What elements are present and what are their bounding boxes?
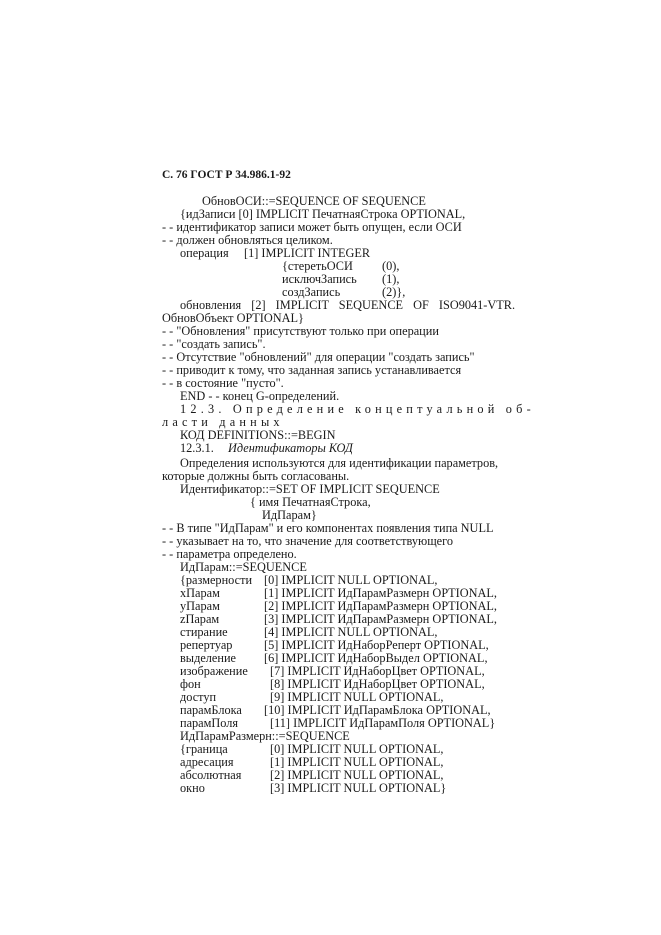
field-name: абсолютная: [180, 768, 242, 782]
comment-line: - - указывает на то, что значение для соответствующего: [162, 534, 454, 548]
field-name: выделение: [180, 651, 236, 665]
field-spec: [11] IMPLICIT ИдПарамПоля OPTIONAL}: [270, 716, 496, 730]
enum-item: {стеретьОСИ: [282, 259, 353, 273]
field-name: {граница: [180, 742, 228, 756]
field-spec: [8] IMPLICIT ИдНаборЦвет OPTIONAL,: [270, 677, 485, 691]
field-spec: [0] IMPLICIT NULL OPTIONAL,: [270, 742, 444, 756]
field-spec: [1] IMPLICIT NULL OPTIONAL,: [270, 755, 444, 769]
field-name: {размерности: [180, 573, 253, 587]
text-line: Идентификатор::=SET OF IMPLICIT SEQUENCE: [180, 482, 440, 496]
field-spec: [6] IMPLICIT ИдНаборВыдел OPTIONAL,: [264, 651, 488, 665]
field-spec: [1] IMPLICIT ИдПарамРазмерн OPTIONAL,: [264, 586, 497, 600]
enum-item: исключЗапись: [282, 272, 357, 286]
text-line: операция: [180, 246, 229, 260]
field-spec: [3] IMPLICIT NULL OPTIONAL}: [270, 781, 447, 795]
comment-line: - - приводит к тому, что заданная запись устанавливается: [162, 363, 462, 377]
field-name: адресация: [180, 755, 234, 769]
text-line: КОД DEFINITIONS::=BEGIN: [180, 428, 336, 442]
section-heading: 12.3. Определение концептуальной об-: [180, 402, 535, 416]
text-line: ИдПарамРазмерн::=SEQUENCE: [180, 729, 350, 743]
field-spec: [4] IMPLICIT NULL OPTIONAL,: [264, 625, 438, 639]
field-name: хПарам: [180, 586, 220, 600]
subsection-title: Идентификаторы КОД: [228, 441, 353, 455]
text-line: ОбновОбъект OPTIONAL}: [162, 311, 304, 325]
comment-line: - - Отсутствие "обновлений" для операции "создать запись": [162, 350, 475, 364]
comment-line: - - параметра определено.: [162, 547, 297, 561]
comment-line: - - "создать запись".: [162, 337, 266, 351]
field-name: доступ: [180, 690, 217, 704]
field-name: окно: [180, 781, 205, 795]
field-spec: [2] IMPLICIT NULL OPTIONAL,: [270, 768, 444, 782]
field-name: фон: [180, 677, 201, 691]
enum-value: (1),: [382, 272, 400, 286]
enum-value: (2)},: [382, 285, 406, 299]
comment-line: - - идентификатор записи может быть опущен, если ОСИ: [162, 220, 462, 234]
text-line: обновления [2] IMPLICIT SEQUENCE OF ISO9041-VTR.: [180, 298, 516, 312]
field-spec: [0] IMPLICIT NULL OPTIONAL,: [264, 573, 438, 587]
text-line: [1] IMPLICIT INTEGER: [244, 246, 371, 260]
text-line: { имя ПечатнаяСтрока,: [250, 495, 371, 509]
field-spec: [3] IMPLICIT ИдПарамРазмерн OPTIONAL,: [264, 612, 497, 626]
field-spec: [10] IMPLICIT ИдПарамБлока OPTIONAL,: [264, 703, 491, 717]
field-name: изображение: [180, 664, 248, 678]
text-line: ИдПарам::=SEQUENCE: [180, 560, 307, 574]
subsection-number: 12.3.1.: [180, 441, 214, 455]
field-name: стирание: [180, 625, 228, 639]
field-spec: [2] IMPLICIT ИдПарамРазмерн OPTIONAL,: [264, 599, 497, 613]
comment-line: - - "Обновления" присутствуют только при операции: [162, 324, 439, 338]
field-spec: [5] IMPLICIT ИдНаборРеперт OPTIONAL,: [264, 638, 489, 652]
field-spec: [9] IMPLICIT NULL OPTIONAL,: [270, 690, 444, 704]
text-line: Определения используются для идентификации параметров,: [180, 456, 499, 470]
enum-item: создЗапись: [282, 285, 341, 299]
comment-line: - - В типе "ИдПарам" и его компонентах появления типа NULL: [162, 521, 494, 535]
page-header: С. 76 ГОСТ Р 34.986.1-92: [162, 169, 291, 181]
field-name: парамБлока: [180, 703, 242, 717]
comment-line: - - в состояние "пусто".: [162, 376, 284, 390]
field-spec: [7] IMPLICIT ИдНаборЦвет OPTIONAL,: [270, 664, 485, 678]
text-line: ИдПарам}: [262, 508, 317, 522]
enum-value: (0),: [382, 259, 400, 273]
text-line: которые должны быть согласованы.: [162, 469, 350, 483]
field-name: репертуар: [180, 638, 233, 652]
section-heading: ласти данных: [162, 415, 284, 429]
text-line: {идЗаписи [0] IMPLICIT ПечатнаяСтрока OPTIONAL,: [180, 207, 466, 221]
text-line: ОбновОСИ::=SEQUENCE OF SEQUENCE: [202, 194, 426, 208]
field-name: zПарам: [180, 612, 220, 626]
field-name: парамПоля: [180, 716, 239, 730]
text-line: END - - конец G-определений.: [180, 389, 340, 403]
comment-line: - - должен обновляться целиком.: [162, 233, 333, 247]
field-name: уПарам: [180, 599, 220, 613]
